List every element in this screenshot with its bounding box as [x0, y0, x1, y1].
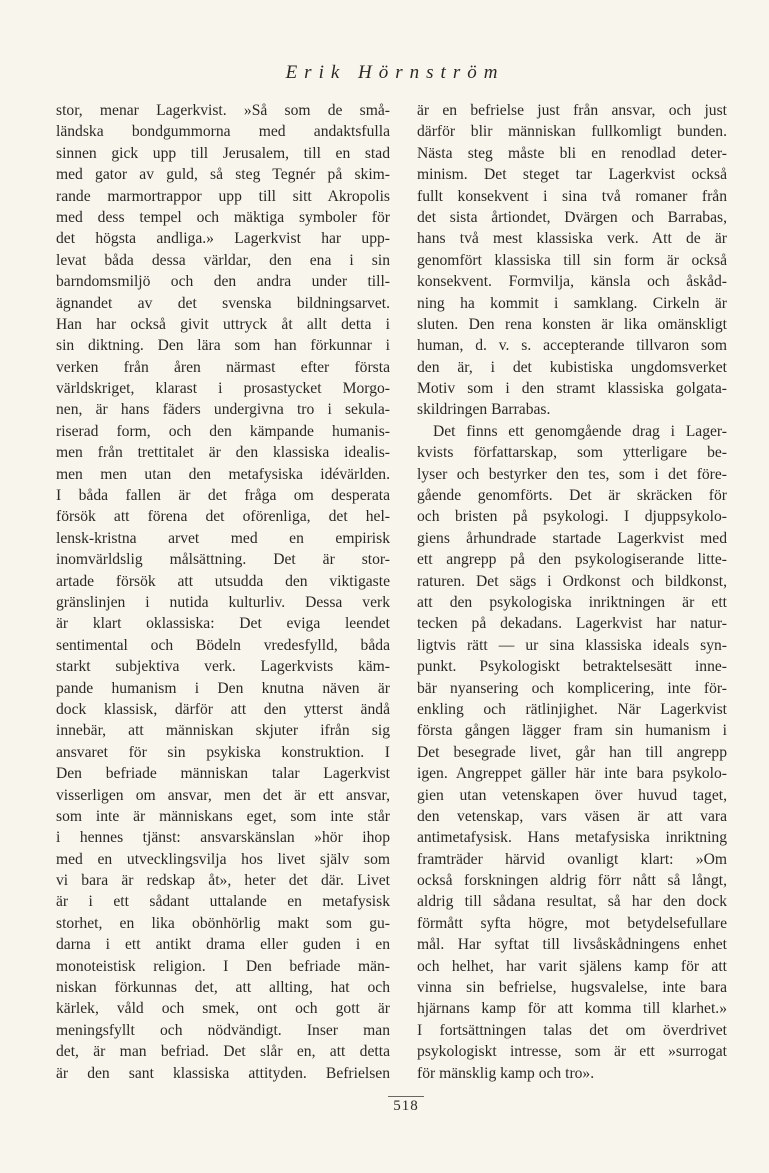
text-line: Det besegrade livet, går han till angrepp [417, 743, 727, 761]
text-line: världskriget, klarast i prosastycket Morgo- [56, 380, 390, 398]
text-line: starkt subjektiva verk. Lagerkvists käm- [56, 658, 390, 676]
text-line: minism. Det steget tar Lagerkvist också [417, 166, 727, 184]
text-line: ländska bondgummorna med andaktsfulla [56, 123, 390, 141]
text-line: rande marmortrappor upp till sitt Akropolis [56, 187, 390, 205]
page-number: 518 [388, 1096, 424, 1115]
text-line: den är, i det kubistiska ungdomsverket [417, 358, 727, 376]
text-line: raturen. Det sägs i Ordkonst och bildkonst, [417, 572, 727, 590]
text-line: försök att förena det oförenliga, det hel- [56, 508, 390, 526]
text-line: men men utan den metafysiska idévärlden. [56, 465, 390, 483]
text-line: ligtvis rätt — ur sina klassiska ideals syn- [417, 636, 727, 654]
text-line: tecken på dekadans. Lagerkvist har natur- [417, 615, 727, 633]
text-line: niskan förkunnas det, att allting, hat och [56, 979, 390, 997]
text-line: hans två mest klassiska verk. Att de är [417, 230, 727, 248]
text-line: riserad form, och den kämpande humanis- [56, 422, 390, 440]
text-line: Nästa steg måste bli en renodlad deter- [417, 144, 727, 162]
text-line: som inte är människans eget, som inte står [56, 807, 390, 825]
text-line: ansvaret för sin psykiska konstruktion. I [56, 743, 390, 761]
text-line: lyser och bestyrker den tes, som i det före- [417, 465, 727, 483]
text-line: monoteistisk religion. I Den befriade män- [56, 957, 390, 975]
text-line: konsekvent. Formvilja, känsla och åskåd- [417, 273, 727, 291]
text-line: mål. Har syftat till livsåskådningens enhet [417, 936, 727, 954]
text-line: vi bara är redskap åt», heter det där. Livet [56, 872, 390, 890]
text-line: nen, är hans fäders undergivna tro i sekula- [56, 401, 390, 419]
text-line: inomvärldslig målsättning. Det är stor- [56, 551, 390, 569]
text-line: gränslinjen i nutida kulturliv. Dessa verk [56, 593, 390, 611]
text-line: verken från åren närmast efter första [56, 358, 390, 376]
text-line: men från trettitalet är den klassiska idealis- [56, 444, 390, 462]
text-line: och helhet, har varit själens kamp för att [417, 957, 727, 975]
text-line: ning ha kommit i samklang. Cirkeln är [417, 294, 727, 312]
text-line: dock klassisk, därför att den ytterst ändå [56, 700, 390, 718]
text-line: skildringen Barrabas. [417, 401, 551, 419]
text-line: human, d. v. s. accepterande tillvaron som [417, 337, 727, 355]
text-line: hjärnans kamp för att komma till klarhet.» [417, 1000, 727, 1018]
text-line: och bristen på psykologi. I djuppsykolo- [417, 508, 727, 526]
text-line: den vetenskap, vars väsen är att vara [417, 807, 727, 825]
text-line: också forskningen aldrig förr nått så långt, [417, 872, 727, 890]
text-line: sinnen gick upp till Jerusalem, till en stad [56, 144, 390, 162]
text-line: är i ett sådant uttalande en metafysisk [56, 893, 390, 911]
text-line: med en utvecklingsvilja hos livet själv som [56, 850, 390, 868]
text-line: det, är man befriad. Det slår en, att detta [56, 1043, 390, 1061]
text-line: pande humanism i Den knutna näven är [56, 679, 390, 697]
text-line: stor, menar Lagerkvist. »Så som de små- [56, 102, 390, 119]
text-line: med gator av guld, så steg Tegnér på skim- [56, 166, 390, 184]
text-line: I båda fallen är det fråga om desperata [56, 487, 390, 505]
text-line: darna i ett antikt drama eller guden i en [56, 936, 390, 954]
text-line: därför blir människan fullkomligt bunden. [417, 123, 727, 141]
text-line: i hennes tjänst: ansvarskänslan »hör ihop [56, 829, 390, 847]
text-line: vinna sin befrielse, hugsvalelse, inte bara [417, 979, 727, 997]
text-line: gående genomförts. Det är skräcken för [417, 487, 727, 505]
text-line: kvists författarskap, som ytterligare be- [417, 444, 727, 462]
text-line: för mänsklig kamp och tro». [417, 1064, 595, 1082]
text-line: sluten. Den rena konsten är lika omänskligt [417, 315, 727, 333]
text-line: meningsfyllt och nödvändigt. Inser man [56, 1021, 390, 1039]
text-line: är klart oklassiska: Det eviga leendet [56, 615, 390, 633]
right-text-column [417, 100, 727, 1084]
text-line: sin diktning. Den lära som han förkunnar i [56, 337, 390, 355]
text-line: barndomsmiljö och den andra under till- [56, 273, 390, 291]
text-line: är den sant klassiska attityden. Befrielsen [56, 1064, 390, 1082]
text-line: ett angrepp på den psykologiserande litte- [417, 551, 727, 569]
text-line: visserligen om ansvar, men det är ett ansvar, [56, 786, 390, 804]
running-header: Erik Hörnström [285, 62, 505, 83]
text-line: Det finns ett genomgående drag i Lager- [433, 422, 727, 440]
text-line: förmått syfta högre, mot betydelsefullare [417, 914, 727, 932]
text-line: lensk-kristna arvet med en empirisk [56, 529, 390, 547]
text-line: enkling och rätlinjighet. När Lagerkvist [417, 700, 727, 718]
text-line: Motiv som i den stramt klassiska golgata- [417, 380, 727, 398]
text-line: giens århundrade startade Lagerkvist med [417, 529, 727, 547]
text-line: innebär, att människan skjuter ifrån sig [56, 722, 390, 740]
text-line: psykologiskt intresse, som är ett »surrogat [417, 1043, 727, 1061]
text-line: punkt. Psykologiskt betraktelsesätt inne- [417, 658, 727, 676]
text-line: levat båda dessa världar, den ena i sin [56, 251, 390, 269]
text-line: Han har också givit uttryck åt allt detta i [56, 315, 390, 333]
text-line: det högsta andliga.» Lagerkvist har upp- [56, 230, 390, 248]
left-text-column [56, 100, 390, 1084]
text-line: I fortsättningen talas det om överdrivet [417, 1021, 727, 1039]
text-line: framträder härvid ovanligt klart: »Om [417, 850, 727, 868]
text-line: fullt konsekvent i sina två romaner från [417, 187, 727, 205]
text-line: bär nyansering och komplicering, inte för- [417, 679, 727, 697]
text-line: med dess tempel och mäktiga symboler för [56, 208, 390, 226]
text-line: antimetafysisk. Hans metafysiska inriktning [417, 829, 727, 847]
text-line: Den befriade människan talar Lagerkvist [56, 765, 390, 783]
text-line: artade försök att utsudda den viktigaste [56, 572, 390, 590]
text-line: är en befrielse just från ansvar, och just [417, 102, 727, 119]
text-line: första gången lägger fram sin humanism i [417, 722, 727, 740]
text-line: det sista årtiondet, Dvärgen och Barrabas, [417, 208, 727, 226]
text-line: aldrig till sådana resultat, så har den dock [417, 893, 727, 911]
text-line: att den psykologiska inriktningen är ett [417, 593, 727, 611]
text-line: ägnandet av det svenska bildningsarvet. [56, 294, 390, 312]
text-line: sentimental och Bödeln vredesfylld, båda [56, 636, 390, 654]
text-line: igen. Angreppet gäller här inte bara psykolo- [417, 765, 727, 783]
text-line: gien utan vetenskapen över huvud taget, [417, 786, 727, 804]
text-line: storhet, en lika obönhörlig makt som gu- [56, 914, 390, 932]
text-line: kärlek, våld och smek, ont och gott är [56, 1000, 390, 1018]
text-line: genomfört klassiska till sin form är också [417, 251, 727, 269]
